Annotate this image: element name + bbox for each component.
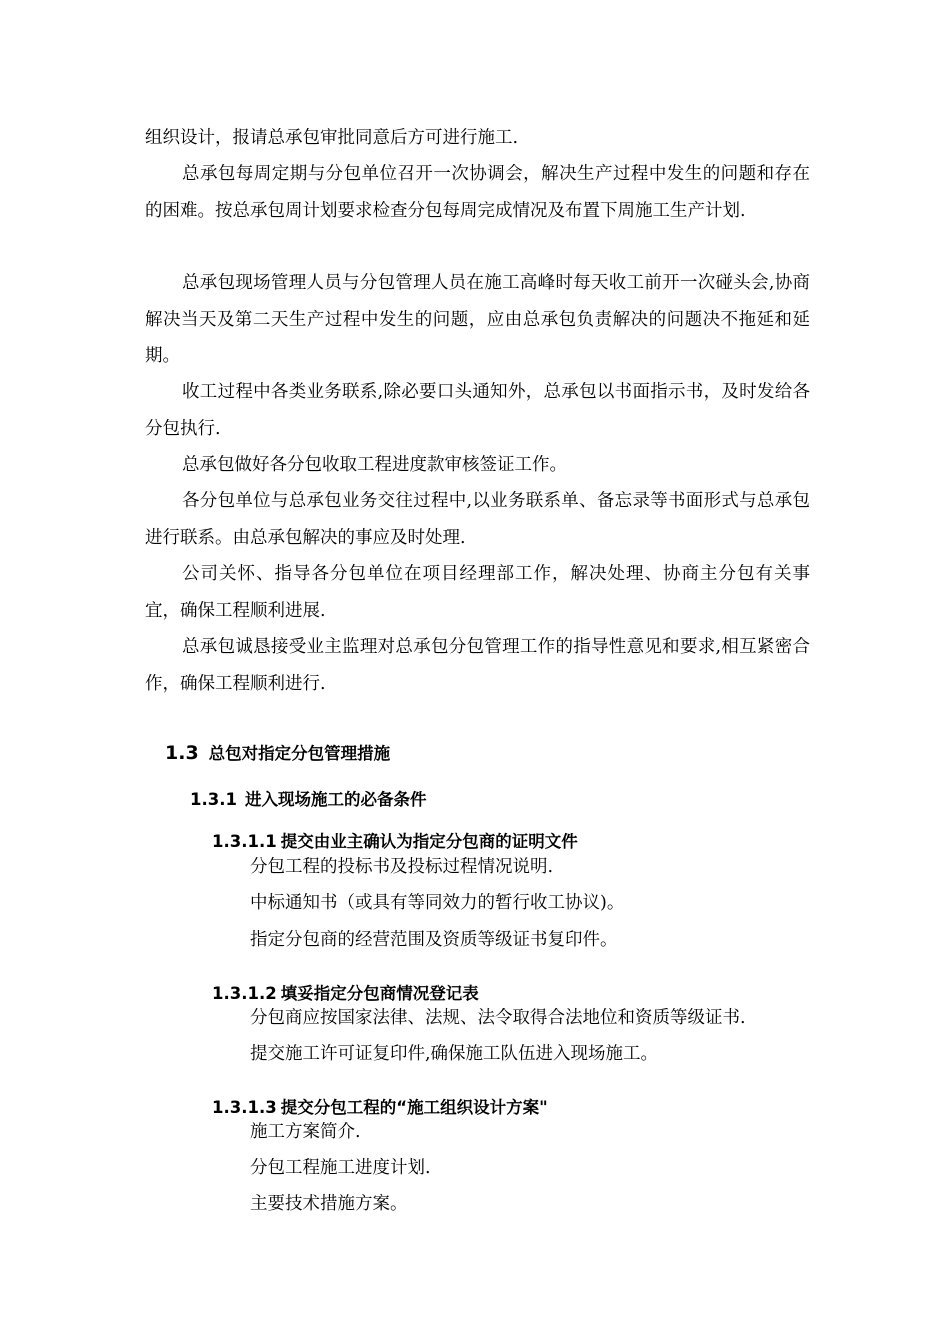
paragraph-written-contact: 各分包单位与总承包业务交往过程中,以业务联系单、备忘录等书面形式与总承包进行联系。由总承包解决的事应及时处理.	[145, 491, 810, 548]
list-item: 指定分包商的经营范围及资质等级证书复印件。	[250, 930, 618, 950]
list-item: 主要技术措施方案。	[250, 1194, 408, 1214]
heading-number: 1.3.1	[190, 790, 237, 809]
heading-1-3-1-1	[212, 828, 578, 852]
heading-title: 提交分包工程的“施工组织设计方案"	[280, 1098, 548, 1117]
list-item: 中标通知书（或具有等同效力的暂行收工协议)。	[250, 893, 625, 913]
paragraph-business-contact: 收工过程中各类业务联系,除必要口头通知外，总承包以书面指示书，及时发给各分包执行.	[145, 382, 810, 439]
paragraph-progress-payment: 总承包做好各分包收取工程进度款审核签证工作。	[182, 455, 567, 475]
heading-1-3-1-3	[212, 1094, 548, 1118]
heading-number: 1.3.1.1	[212, 832, 277, 851]
paragraph-company-guidance: 公司关怀、指导各分包单位在项目经理部工作，解决处理、协商主分包有关事宜，确保工程顺利进展.	[145, 564, 810, 621]
list-item: 分包工程施工进度计划.	[250, 1158, 431, 1178]
paragraph-daily-meeting: 总承包现场管理人员与分包管理人员在施工高峰时每天收工前开一次碰头会,协商解决当天及第二天生产过程中发生的问题，应由总承包负责解决的问题决不拖延和延期。	[145, 273, 810, 366]
heading-1-3	[165, 737, 390, 765]
heading-1-3-1-2	[212, 980, 479, 1004]
paragraph-owner-supervision: 总承包诚恳接受业主监理对总承包分包管理工作的指导性意见和要求,相互紧密合作，确保工程顺利进行.	[145, 637, 810, 694]
paragraph-continuation: 组织设计，报请总承包审批同意后方可进行施工.	[145, 128, 519, 148]
list-item: 分包商应按国家法律、法规、法令取得合法地位和资质等级证书.	[250, 1008, 746, 1028]
heading-title: 总包对指定分包管理措施	[208, 744, 391, 763]
list-item: 分包工程的投标书及投标过程情况说明.	[250, 857, 554, 877]
heading-number: 1.3.1.2	[212, 984, 277, 1003]
heading-title: 进入现场施工的必备条件	[244, 790, 427, 809]
list-item: 提交施工许可证复印件,确保施工队伍进入现场施工。	[250, 1044, 659, 1064]
heading-title: 提交由业主确认为指定分包商的证明文件	[280, 832, 578, 851]
heading-number: 1.3	[165, 742, 199, 764]
heading-1-3-1	[190, 786, 426, 810]
heading-number: 1.3.1.3	[212, 1098, 277, 1117]
paragraph-weekly-meeting: 总承包每周定期与分包单位召开一次协调会，解决生产过程中发生的问题和存在的困难。按总承包周计划要求检查分包每周完成情况及布置下周施工生产计划.	[145, 164, 810, 221]
list-item: 施工方案简介.	[250, 1122, 361, 1142]
heading-title: 填妥指定分包商情况登记表	[280, 984, 479, 1003]
